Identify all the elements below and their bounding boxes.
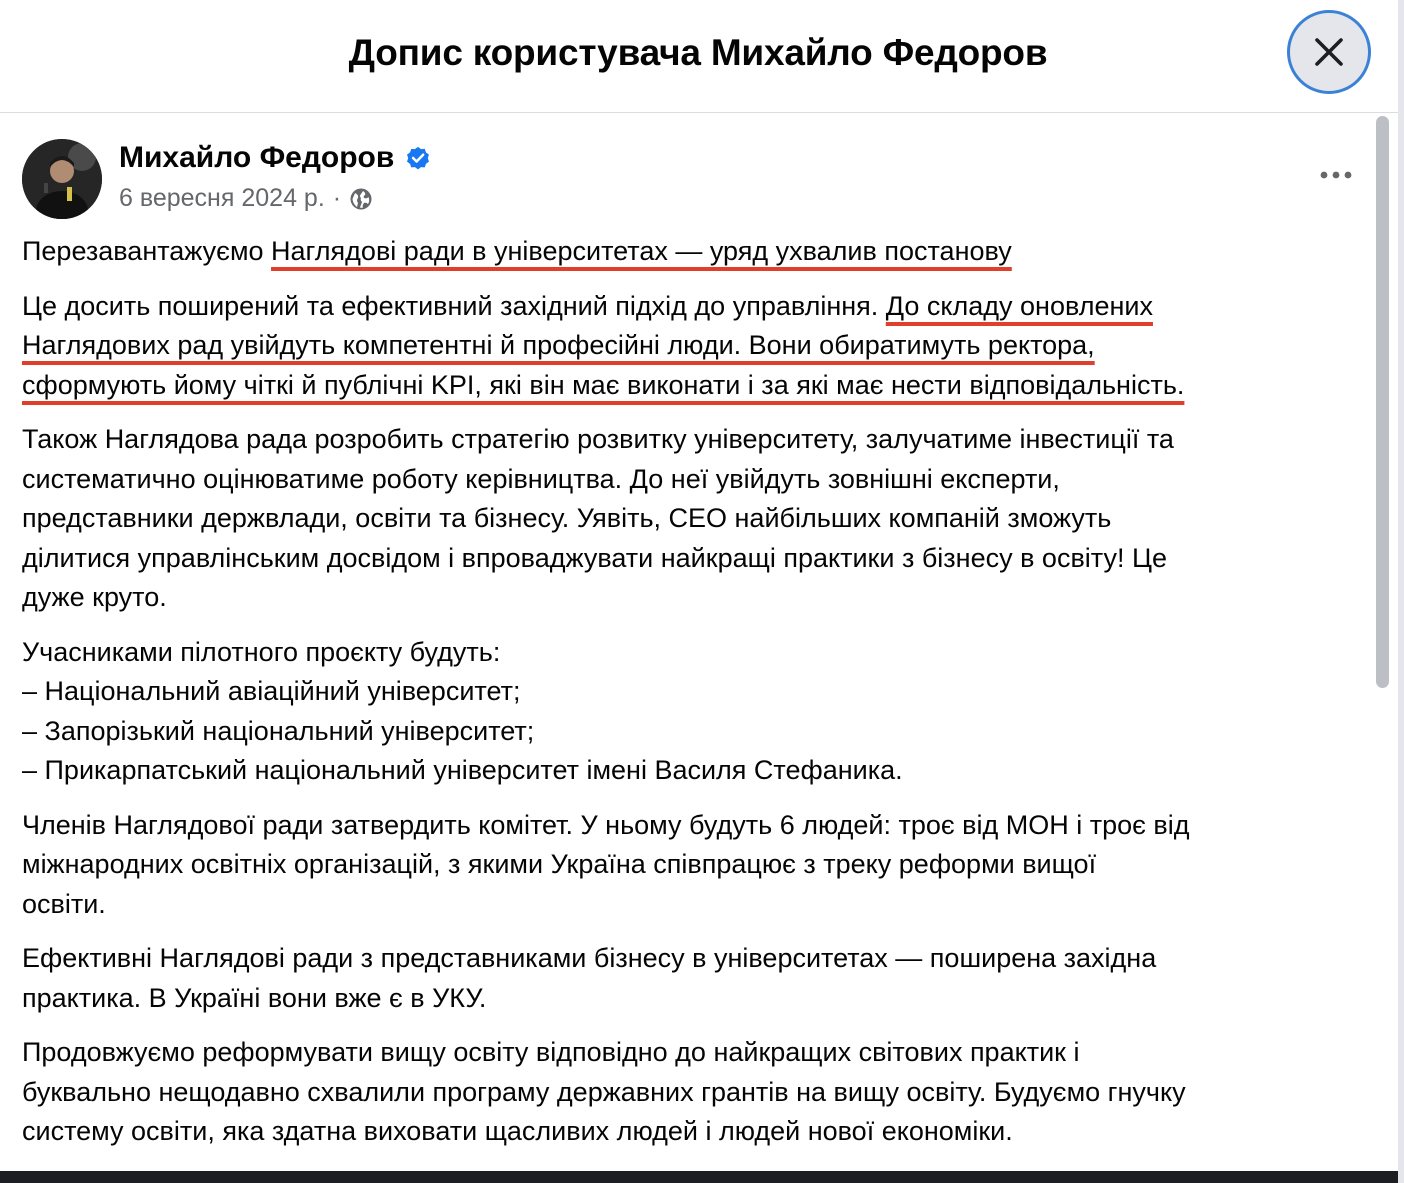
scrollbar-thumb[interactable] — [1376, 116, 1389, 688]
post-date[interactable]: 6 вересня 2024 р. — [119, 184, 325, 212]
post-paragraph-5 — [22, 806, 1372, 925]
p7-line-2: буквально нещодавно схвалили програму державних грантів на вищу освіту. Будуємо гнучку — [22, 1076, 1186, 1107]
list-item: – Національний авіаційний університет; — [22, 676, 521, 706]
post-paragraph-1 — [22, 232, 1372, 272]
p1-text: Перезавантажуємо — [22, 236, 272, 266]
p2-highlight-2: Наглядових рад увійдуть компетентні й професійні люди. Вони обиратимуть ректора, — [22, 330, 1095, 360]
dialog-title: Допис користувача Михайло Федоров — [348, 32, 1048, 73]
bottom-edge — [0, 1171, 1398, 1183]
p7-line-3: систему освіти, яка здатна виховати щасливих людей і людей нової економіки. — [22, 1116, 1013, 1146]
list-item: – Запорізький національний університет; — [22, 715, 535, 746]
verified-badge-icon — [404, 144, 432, 172]
p3-line-3: представники держвлади, освіти та бізнесу. Уявіть, CEO найбільших компаній зможуть — [22, 503, 1112, 533]
p6-line-2: практика. В Україні вони вже є в УКУ. — [22, 982, 487, 1013]
post-meta — [119, 184, 373, 213]
post-paragraph-7 — [22, 1033, 1372, 1152]
p3-line-2: систематично оцінюватиме роботу керівництва. До неї увійдуть зовнішні експерти, — [22, 463, 1060, 494]
window-edge — [1398, 0, 1404, 1183]
p2-highlight-1: До складу оновлених — [885, 290, 1153, 321]
more-options-button[interactable] — [1316, 160, 1356, 190]
post-paragraph-4 — [22, 633, 1372, 791]
post-paragraph-3 — [22, 420, 1372, 618]
list-item: – Прикарпатський національний університет імені Василя Стефаника. — [22, 755, 903, 785]
author-avatar[interactable] — [22, 139, 102, 219]
post-paragraph-6 — [22, 939, 1372, 1018]
author-name[interactable]: Михайло Федоров — [119, 141, 395, 174]
dialog-header — [0, 0, 1398, 113]
p5-line-1: Членів Наглядової ради затвердить комітет. У ньому будуть 6 людей: троє від МОН і троє від — [22, 809, 1190, 840]
author-name-row — [119, 141, 432, 175]
p2-text: Це досить поширений та ефективний західний підхід до управління. — [22, 290, 886, 321]
post-paragraph-2 — [22, 287, 1372, 406]
p5-line-2: міжнародних освітніх організацій, з якими Україна співпрацює з треку реформи вищої — [22, 849, 1097, 879]
close-button[interactable] — [1287, 10, 1371, 94]
globe-icon — [349, 187, 373, 211]
p1-link-headline[interactable]: Наглядові ради в університетах — уряд ухвалив постанову — [271, 236, 1012, 266]
p3-line-4: ділитися управлінським досвідом і впроваджувати найкращі практики з бізнесу в освіту! Це — [22, 542, 1167, 573]
p3-line-5: дуже круто. — [22, 582, 167, 612]
list-intro: Учасниками пілотного проєкту будуть: — [22, 636, 501, 667]
meta-separator: · — [332, 184, 342, 212]
close-icon — [1314, 37, 1344, 67]
p6-line-1: Ефективні Наглядові ради з представниками бізнесу в університетах — поширена західна — [22, 943, 1157, 973]
p3-line-1: Також Наглядова рада розробить стратегію розвитку університету, залучатиме інвестиції та — [22, 424, 1174, 454]
p2-highlight-3: сформують йому чіткі й публічні KPI, які він має виконати і за які має нести відповідальність. — [22, 369, 1185, 400]
more-options-icon — [1316, 160, 1356, 190]
p5-line-3: освіти. — [22, 888, 106, 919]
post-body — [22, 232, 1372, 1167]
p7-line-1: Продовжуємо реформувати вищу освіту відповідно до найкращих світових практик і — [22, 1037, 1080, 1067]
